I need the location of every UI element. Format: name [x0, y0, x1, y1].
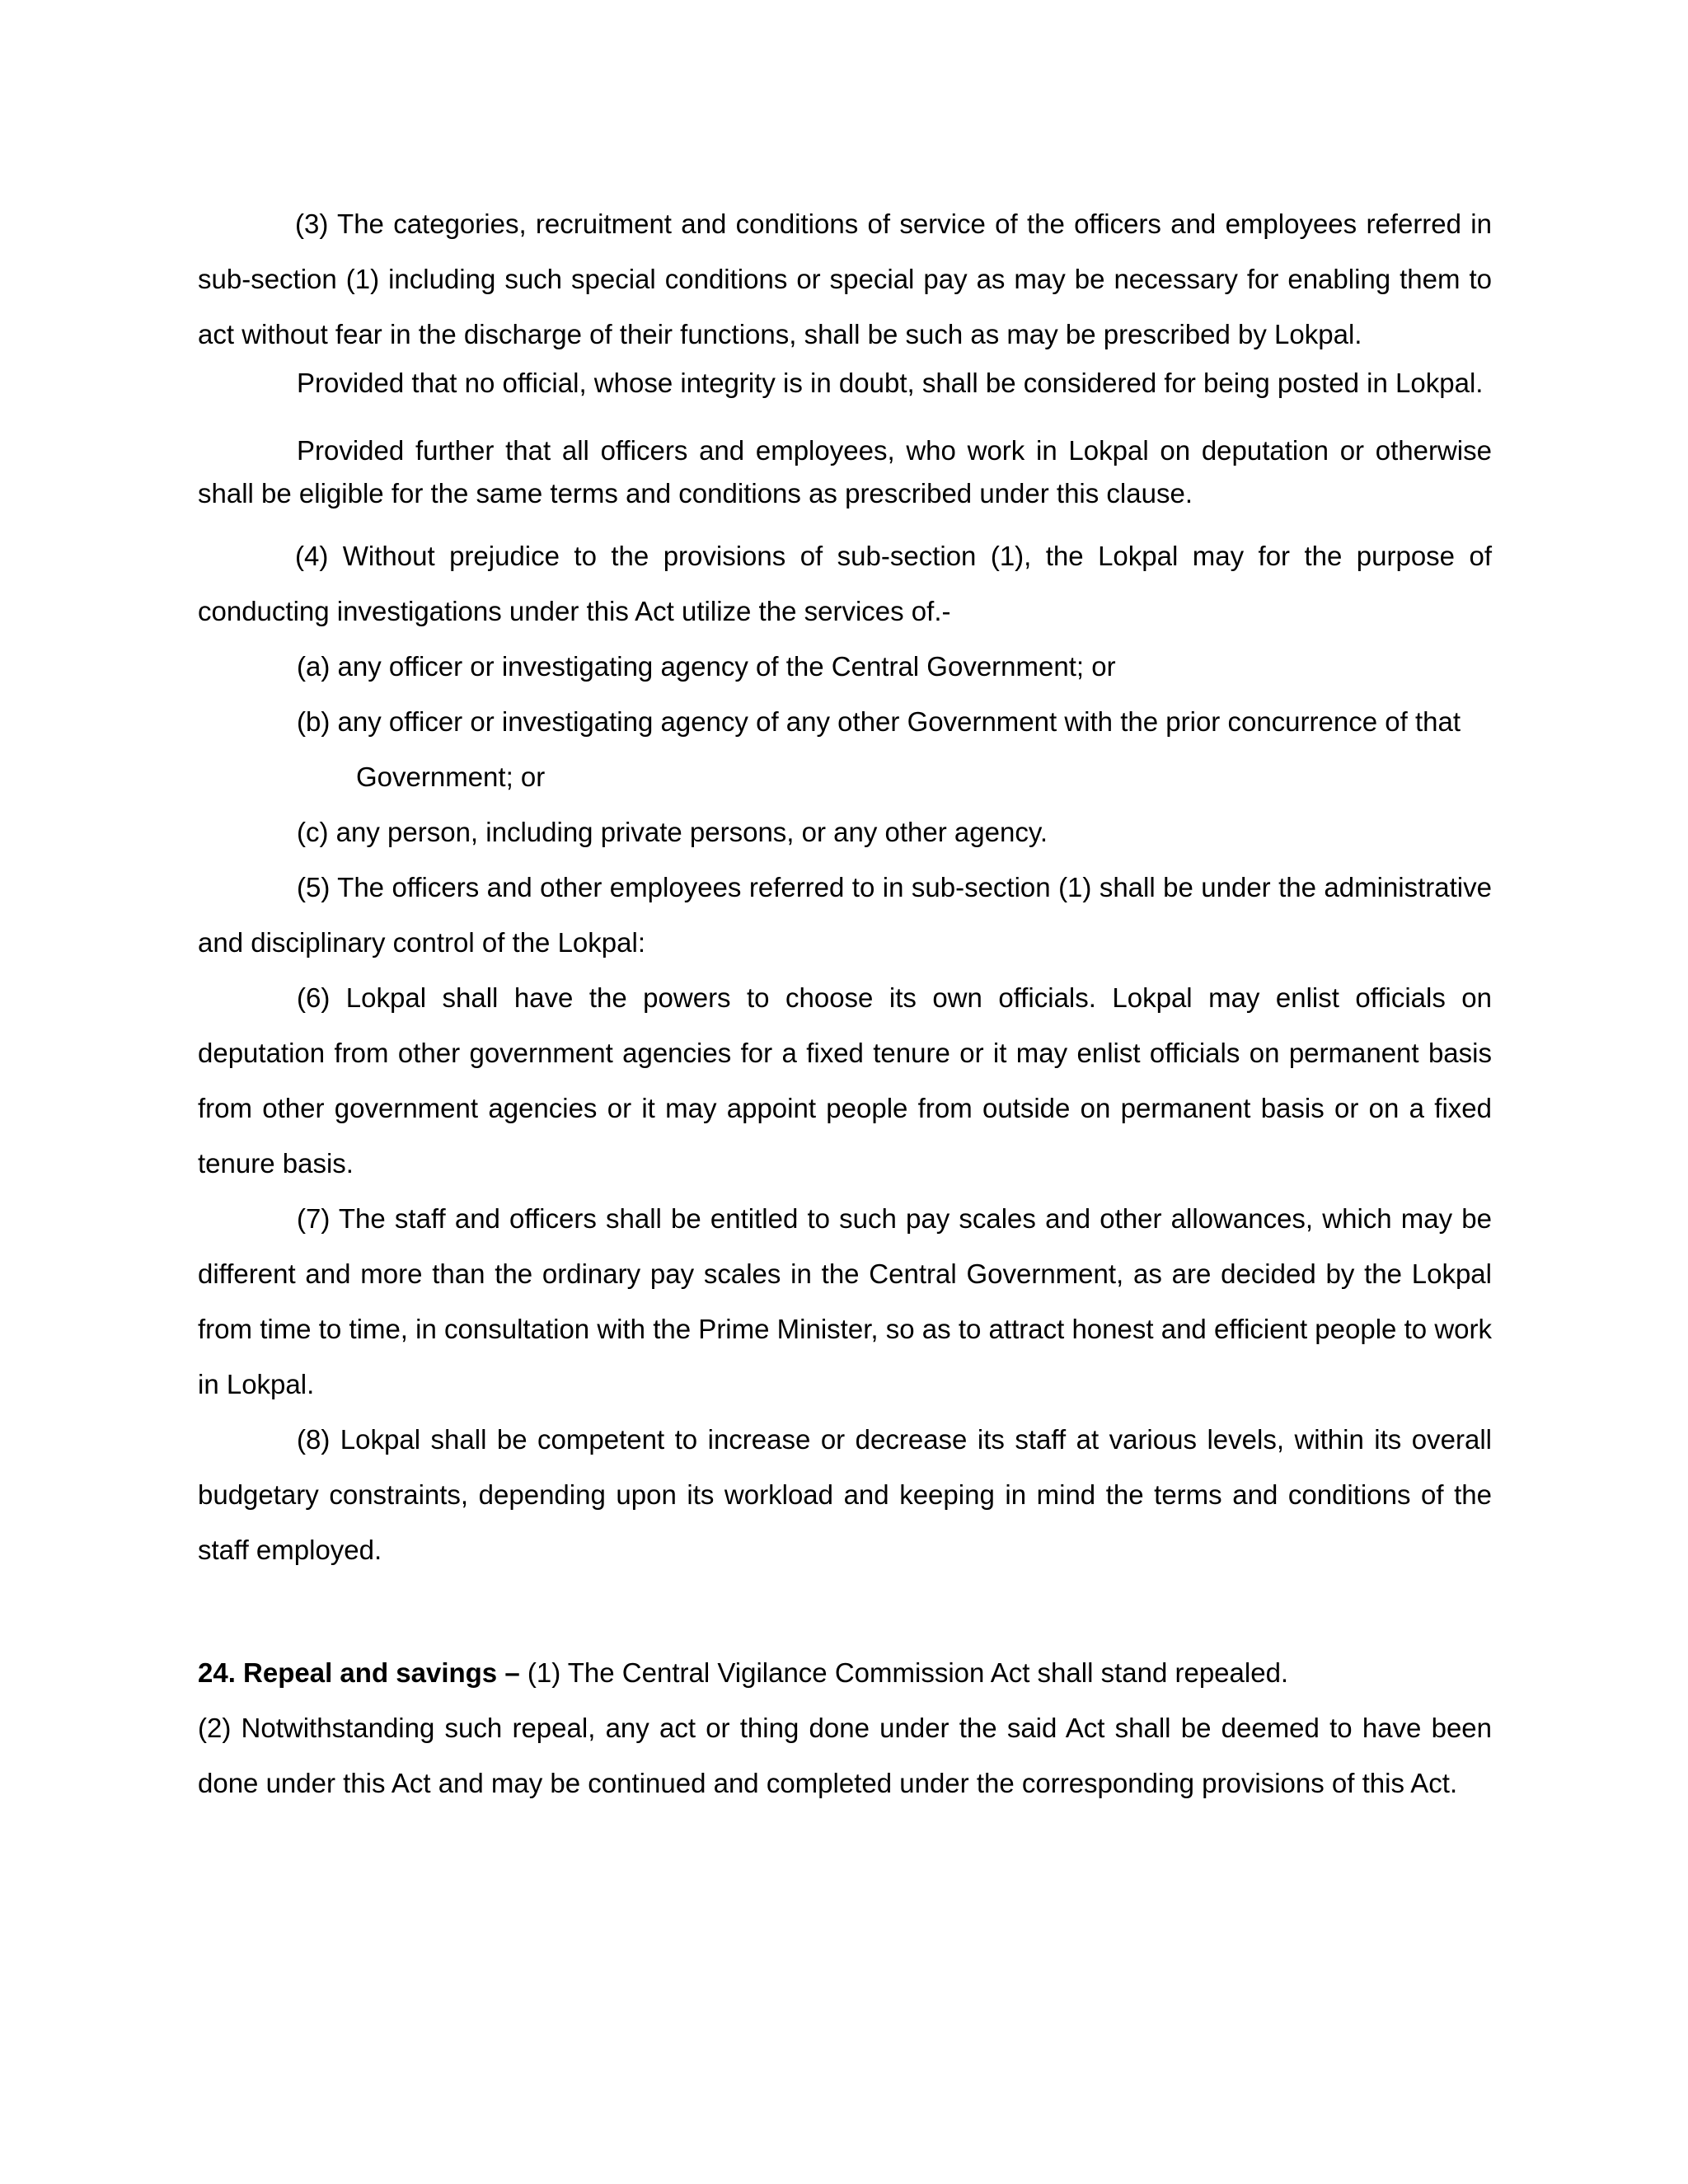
subsection-3: (3) The categories, recruitment and conditions of service of the officers and employees referred in sub-section (1) including such special conditions or special pay as may be necessary for enabling them to act without fear in the discharge of their functions, shall be such as may be prescribed by Lokpal. — [198, 209, 1492, 349]
section-24-subsection-1 — [198, 1645, 1492, 1700]
subsection-4: (4) Without prejudice to the provisions of sub-section (1), the Lokpal may for the purpose of conducting investigations under this Act utilize the services of.- — [198, 541, 1492, 626]
subsection-4-item-a: (a) any officer or investigating agency of the Central Government; or — [297, 651, 1116, 682]
subsection-5: (5) The officers and other employees referred to in sub-section (1) shall be under the administrative and disciplinary control of the Lokpal: — [198, 872, 1492, 958]
subsection-4-item-b: (b) any officer or investigating agency of any other Government with the prior concurrence of that Government; or — [297, 706, 1461, 792]
document-page — [198, 196, 1492, 1811]
subsection-8: (8) Lokpal shall be competent to increase or decrease its staff at various levels, within its overall budgetary constraints, depending upon its workload and keeping in mind the terms and conditions of the staff employed. — [198, 1424, 1492, 1565]
section-24-sub1-text: (1) The Central Vigilance Commission Act shall stand repealed. — [519, 1657, 1289, 1688]
proviso-1: Provided that no official, whose integrity is in doubt, shall be considered for being posted in Lokpal. — [297, 368, 1484, 398]
subsection-6: (6) Lokpal shall have the powers to choose its own officials. Lokpal may enlist officials on deputation from other government agencies for a fixed tenure or it may enlist officials on permanent basis from other government agencies or it may appoint people from outside on permanent basis or on a fixed tenure basis. — [198, 982, 1492, 1179]
subsection-7: (7) The staff and officers shall be entitled to such pay scales and other allowances, which may be different and more than the ordinary pay scales in the Central Government, as are decided by the Lokpal from time to time, in consultation with the Prime Minister, so as to attract honest and efficient people to work in Lokpal. — [198, 1203, 1492, 1399]
section-24-subsection-2: (2) Notwithstanding such repeal, any act or thing done under the said Act shall be deemed to have been done under this Act and may be continued and completed under the corresponding provisions of this Act. — [198, 1713, 1492, 1798]
section-24-heading: 24. Repeal and savings – — [198, 1657, 520, 1688]
subsection-4-item-c: (c) any person, including private persons, or any other agency. — [297, 817, 1048, 847]
proviso-2: Provided further that all officers and employees, who work in Lokpal on deputation or otherwise shall be eligible for the same terms and conditions as prescribed under this clause. — [198, 435, 1492, 509]
